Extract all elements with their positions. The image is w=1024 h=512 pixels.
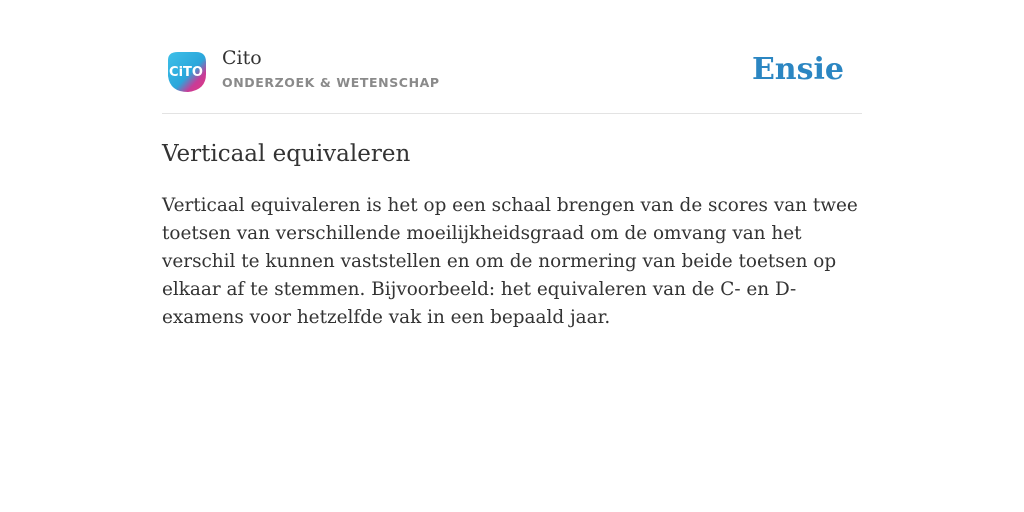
page	[162, 40, 862, 332]
cito-logo-icon[interactable]	[164, 50, 208, 94]
definition-text: Verticaal equivaleren is het op een schaal brengen van de scores van twee toetsen van verschillende moeilijkheidsgraad om de omvang van het verschil te kunnen vaststellen en om de normering van beide toetsen op elkaar af te stemmen. Bijvoorbeeld: het equivaleren van de C- en D-examens voor hetzelfde vak in een bepaald jaar.	[162, 195, 858, 328]
header	[162, 40, 862, 114]
brand	[222, 46, 440, 90]
brand-name[interactable]: Cito	[222, 47, 262, 69]
logo-text: CiTO	[169, 65, 203, 80]
brand-subtitle: ONDERZOEK & WETENSCHAP	[222, 75, 440, 90]
ensie-home-link[interactable]: Ensie	[751, 52, 844, 87]
page-title: Verticaal equivaleren	[162, 141, 411, 167]
